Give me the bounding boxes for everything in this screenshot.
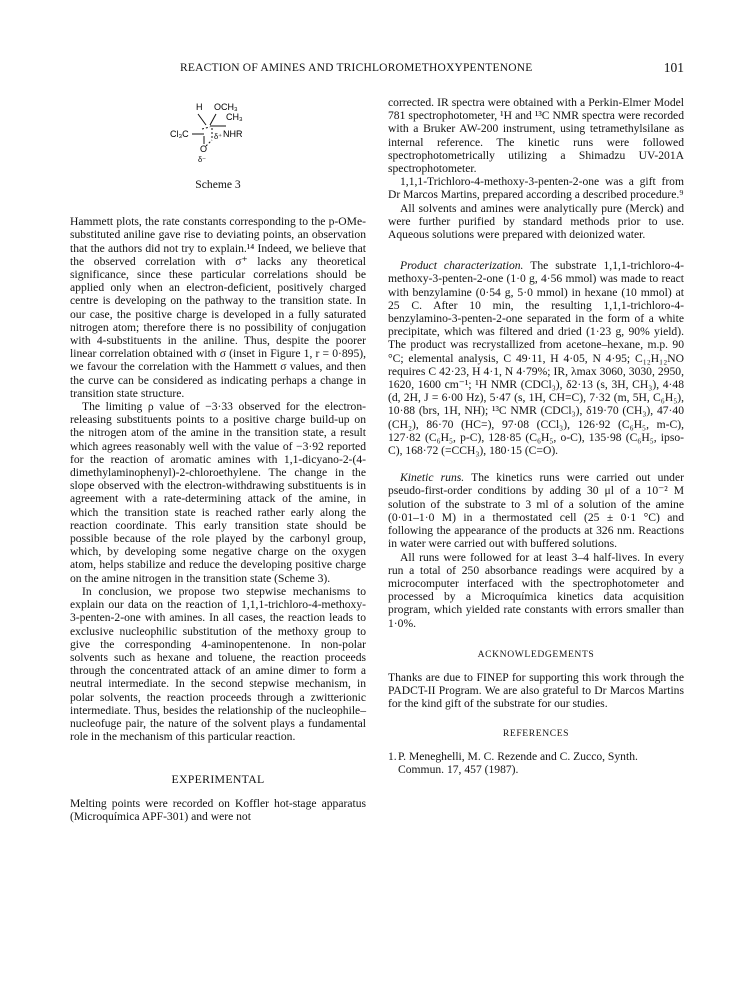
right-paragraph-1: corrected. IR spectra were obtained with a Perkin-Elmer Model 781 spectrophotometer, ¹H and ¹³C NMR spectra were recorded with a Bruker AW-200 instrument, using tetramethylsilane as internal reference. The kinetic runs were followed spectrophotometrically utilizing a Shimadzu UV-201A spectrophotometer.	[388, 96, 684, 176]
atom-och3: OCH₃	[214, 102, 238, 112]
bond-och3	[210, 114, 216, 125]
page-number: 101	[663, 60, 684, 75]
left-paragraph-3: In conclusion, we propose two stepwise mechanisms to explain our data on the reaction of 1,1,1-trichloro-4-methoxy-3-penten-2-one with amines. In all cases, the reaction leads to exclusive nucleophilic substitution of the methoxy group to give the corresponding 4-aminopentenone. In non-polar solvents such as hexane and toluene, the reaction proceeds through the concentrated attack of an amine dimer to form a neutral intermediate. In the second stepwise mechanism, in polar solvents, the reaction proceeds through a zwitterionic intermediate. Thus, besides the relationship of the nucleophile–nucleofuge pair, the nature of the solvent plays a fundamental role in the mechanism of this particular reaction.	[70, 584, 366, 744]
acknowledgements-paragraph: Thanks are due to FINEP for supporting this work through the PADCT-II Program. We are also grateful to Dr Marcos Martins for the kind gift of the substrate for our studies.	[388, 670, 684, 711]
product-characterization-text: The substrate 1,1,1-trichloro-4-methoxy-3-penten-2-one (1·0 g, 4·56 mmol) was made to react with benzylamine (0·54 g, 5·0 mmol) in hexane (10 mmol) at 25 C. After 10 min, the resulting 1,1,1-trichloro-4-benzylamino-3-penten-2-one separated in the form of a white precipitate, which was filtered and dried (1·23 g, 90% yield). The product was recrystallized from acetone–hexane, m.p. 90 °C; elemental analysis, C 49·11, H 4·05, N 4·95; C₁₂H₁₂NO requires C 42·23, H 4·1, N 4·79%; IR, λmax 3060, 3030, 2950, 1620, 1600 cm⁻¹; ¹H NMR (CDCl₃), δ2·13 (s, 3H, CH₃), 4·48 (d, 2H, J = 6·00 Hz), 5·47 (s, 1H, CH=C), 7·32 (m, 5H, C₆H₅), 10·88 (brs, 1H, NH); ¹³C NMR (CDCl₃), δ19·70 (CH₃), 47·40 (CH₂), 86·70 (HC=), 97·08 (CCl₃), 126·92 (C₆H₅, m-C), 127·82 (C₆H₅, p-C), 128·85 (C₆H₅, o-C), 135·98 (C₆H₅, ipso-C), 168·72 (=CCH₃), 180·15 (C=O).	[388, 259, 684, 458]
reference-number: 1.	[388, 749, 397, 763]
bond-h	[198, 114, 206, 125]
product-characterization-paragraph	[388, 259, 684, 457]
kinetic-runs-lead: Kinetic runs.	[400, 471, 465, 485]
header-title: REACTION OF AMINES AND TRICHLOROMETHOXYPENTENONE	[180, 62, 533, 74]
left-column	[70, 96, 366, 823]
charge-delta-minus: δ⁻	[198, 155, 207, 164]
atom-o: O	[200, 144, 208, 154]
kinetic-runs-paragraph-2: All runs were followed for at least 3–4 half-lives. In every run a total of 250 absorbance readings were acquired by a microcomputer interfaced with the spectrophotometer and processed by a Microquímica kinetics data acquisition program, which yielded rate constants with errors smaller than 1·0%.	[388, 550, 684, 630]
left-paragraph-1: Hammett plots, the rate constants corresponding to the p-OMe-substituted aniline gave rise to deviating points, an observation that the authors did not try to explain.¹⁴ Indeed, we believe that the observed correlation with σ⁺ lacks any theoretical significance, since these particular correlations should be applied only when an electron-deficient, positively charged centre is developing on the pathway to the transition state. In our case, the positive charge is developed in a fully saturated nitrogen atom; therefore there is no possibility of conjugation with 4-substituents in the aniline. Thus, despite the poorer linear correlation obtained with σ (inset in Figure 1, r = 0·895), we favour the correlation with the Hammett σ values, and then the curve can be considered as indicating perhaps a change in transition state structure.	[70, 215, 366, 400]
scheme-3-structure	[168, 96, 278, 176]
reference-item	[388, 750, 684, 776]
atom-cl3c: Cl₃C	[170, 129, 189, 139]
right-paragraph-2: 1,1,1-Trichloro-4-methoxy-3-penten-2-one was a gift from Dr Marcos Martins, prepared according a described procedure.⁹	[388, 175, 684, 202]
acknowledgements-heading: ACKNOWLEDGEMENTS	[477, 648, 595, 660]
right-paragraph-3: All solvents and amines were analytically pure (Merck) and were further purified by standard methods prior to use. Aqueous solutions were prepared with deionized water.	[388, 201, 684, 242]
charge-delta-plus: δ⁺	[214, 132, 223, 141]
atom-h: H	[196, 102, 203, 112]
running-header	[70, 62, 684, 78]
reference-text: P. Meneghelli, M. C. Rezende and C. Zucco, Synth. Commun. 17, 457 (1987).	[398, 749, 638, 776]
atom-ch3: CH₃	[226, 112, 243, 122]
experimental-paragraph: Melting points were recorded on Koffler hot-stage apparatus (Microquímica APF-301) and were not	[70, 796, 366, 823]
experimental-heading: EXPERIMENTAL	[171, 772, 265, 787]
right-column	[388, 96, 684, 776]
references-heading: REFERENCES	[502, 727, 570, 739]
scheme-caption: Scheme 3	[195, 178, 241, 191]
kinetic-runs-text: The kinetics runs were carried out under pseudo-first-order conditions by adding 30 μl of a 10⁻² M solution of the substrate to 3 ml of a solution of the amine (0·01–1·0 M) in a thermostated cell (25 ± 0·1 °C) and following the appearance of the products at 326 nm. Reactions in water were carried out with buffered solutions.	[388, 471, 684, 551]
scheme-3-figure	[70, 96, 366, 176]
bond-delocal-1	[202, 127, 210, 129]
kinetic-runs-paragraph	[388, 471, 684, 550]
atom-nhr: NHR	[223, 129, 243, 139]
product-characterization-lead: Product characterization.	[400, 259, 524, 273]
left-paragraph-2: The limiting ρ value of −3·33 observed for the electron-releasing substituents points to a positive charge build-up on the nitrogen atom of the amine in the transition state, a result which agrees reasonably well with the value of −3·92 reported for the reaction of aromatic amines with 1,1-dicyano-2-(4-dimethylaminophenyl)-2-chloroethylene. The change in the slope observed with the electron-withdrawing substituents is in agreement with a rate-determining attack of the amine, in which the transition state is reached rather early along the reaction coordinate. This early transition state should be possible because of the role played by the carbonyl group, which, by developing some negative charge on the oxygen atom, helps stabilize and reduce the developing positive charge on the amine nitrogen in the transition state (Scheme 3).	[70, 400, 366, 585]
